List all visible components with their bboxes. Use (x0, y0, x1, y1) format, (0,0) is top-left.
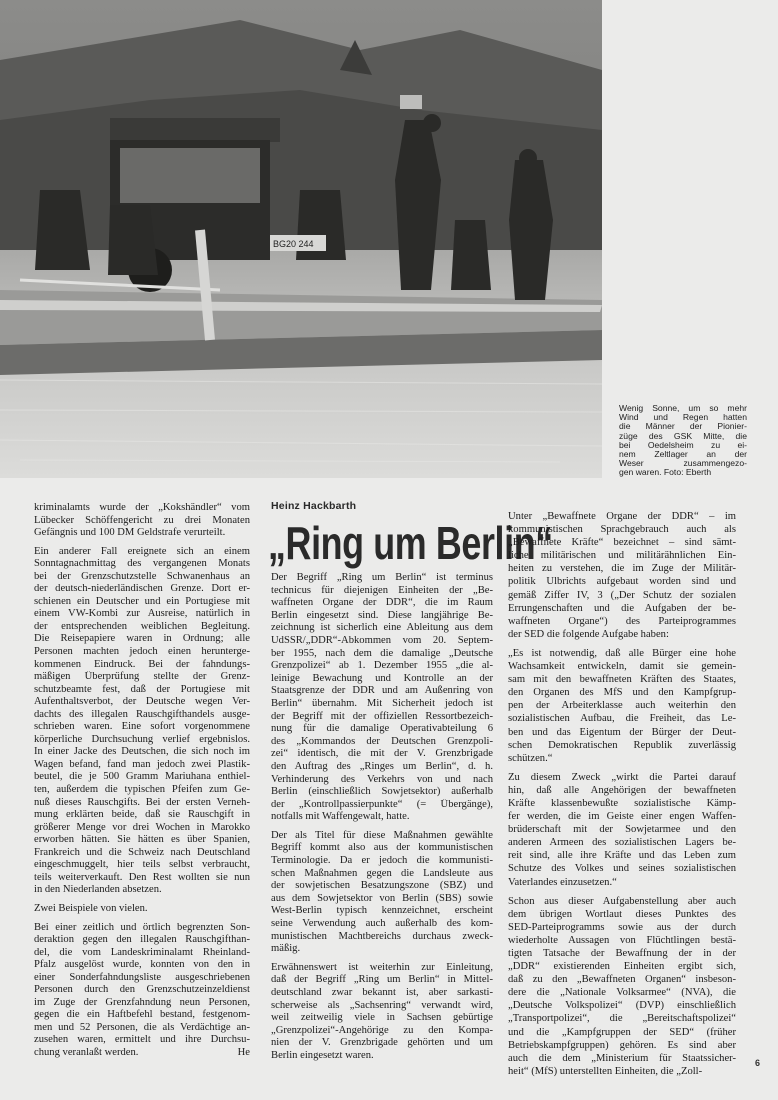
text-line: reit sind, alle ihre Kräfte und das Leben zum (508, 850, 736, 862)
caption-line: Wind und Regen hatten (619, 412, 747, 423)
text-line: Der als Titel für diese Maßnahmen gewählte (271, 829, 493, 841)
paragraph (34, 502, 250, 540)
author-byline: Heinz Hackbarth (271, 500, 357, 512)
text-line: Unter „Bewaffnete Organe der DDR“ – im (508, 511, 736, 522)
text-line: mäßigen Überprüfung stellte der Grenz- (34, 671, 250, 683)
text-line: deraktion gegen den illegalen Rauschgifthan- (34, 934, 250, 946)
text-line: Begriff kommt also aus der kommunistischen (271, 842, 493, 854)
text-line: deutschland zwar bekannt ist, aber sarkasti- (271, 987, 493, 998)
text-line: politik Ulbrichts aufgebaut worden sind und (508, 576, 736, 588)
article-title: „Ring um Berlin“ (268, 517, 553, 569)
caption-line: gen waren. Foto: Eberth (619, 467, 712, 478)
text-line: aus dem Sowjetsektor von Berlin (SBS) sowie (271, 892, 493, 904)
text-line: zeichnung ist sicherlich eine Ableitung aus dem (271, 622, 493, 634)
text-line: einem VW-Kombi zur Ausreise, natürlich in (34, 608, 250, 620)
text-line: in den Niederlanden absetzen. (34, 884, 162, 896)
text-line: Bei einer zeitlich und örtlich begrenzten Son- (34, 921, 250, 933)
text-line: Gefängnis und 100 DM Geldstrafe verurteilt. (34, 527, 226, 539)
text-line: nien der V. Grenzbrigade gehörten und um (271, 1037, 493, 1049)
text-line: scherweise als „Sachsenring“ verwandt wird, (271, 999, 493, 1011)
paragraph (34, 922, 250, 1060)
text-line: Aufenthaltsverbot, der Deutsche wegen Ver- (34, 696, 250, 708)
text-line: Zwei Beispiele von vielen. (34, 902, 148, 914)
paragraph (271, 962, 493, 1063)
page-number: 6 (755, 1058, 761, 1068)
text-line: ber 1955, nach dem die damalige „Deutsche (271, 647, 493, 659)
text-line: der Begriff mit der offiziellen Ressortbezeich- (271, 710, 493, 722)
text-line: Pfalz ausgelöst wurde, konnten von den in (34, 959, 250, 971)
text-line: del, die vom Landeskriminalamt Rheinland- (34, 946, 250, 958)
text-line: schützen.“ (508, 752, 553, 764)
text-line: kriminalamts wurde der „Kokshändler“ vom (34, 502, 250, 513)
text-line: dem übrigen Wortlaut dieses Punktes des (508, 908, 736, 920)
text-line: mäßig. (271, 943, 301, 955)
text-line: zei“ identisch, die mit der V. Grenzbrigade (271, 748, 493, 760)
text-line: erworben hätten. Sie hätten es über Spanien, (34, 834, 250, 846)
text-line: Verhinderung des Verkehrs von und nach (271, 773, 493, 785)
text-line: liche militärischen und militärähnlichen Ein- (508, 550, 736, 562)
text-line: schienen ein Deutscher und ein Portugiese mit (34, 595, 250, 607)
text-line: Berlin“ übernahm. Mit Sicherheit jedoch ist (271, 697, 493, 709)
text-line: Terminologie. Da er jedoch die kommunisti- (271, 855, 493, 867)
paragraph (508, 771, 736, 889)
text-line: In einer Jacke des Deutschen, die sich noch im (34, 746, 250, 758)
text-line: eingeschmuggelt, hier teils selbst verbraucht, (34, 859, 250, 871)
caption-line: Wenig Sonne, um so mehr (619, 403, 747, 413)
paragraph (508, 510, 736, 641)
article-column-2 (271, 572, 493, 1069)
author-initials: He (237, 1046, 250, 1058)
text-line: schutzbeamte fest, daß der Portugiese mit (34, 683, 250, 695)
text-line: leinige Bewachung und Kontrolle an der (271, 672, 493, 684)
text-line: Grenzpolizei“ ab 1. Dezember 1955 „die al- (271, 660, 493, 672)
paragraph (508, 647, 736, 765)
text-line: mung erklärten beide, daß sie Rauschgift in (34, 809, 250, 821)
text-line: der sowjetischen Besatzungszone (SBZ) und (271, 880, 493, 892)
text-line: teils weiterverkauft. Den Rest wollten sie nun (34, 871, 250, 883)
text-line: einer Sonderfahndungsliste ausgeschriebenen (34, 971, 250, 983)
text-line: Schon aus dieser Aufgabenstellung aber auch (508, 895, 736, 907)
text-line: seine Verwendung auch außerhalb des kom- (271, 918, 493, 930)
article-column-3 (508, 510, 736, 1084)
text-line: den Auftrag des „Ringes um Berlin“, d. h. (271, 760, 493, 772)
text-line: heit“ (MfS) unterstellten Einheiten, die „Zoll- (508, 1065, 703, 1077)
text-line: anderen Armeen des sozialistischen Lagers be- (508, 837, 736, 849)
text-line: gegen die ein Haftbefehl bestand, festgenom- (34, 1009, 250, 1021)
text-line: ben und das Eigentum der Bürger der Deut- (508, 726, 736, 738)
text-line: „Grenzpolizei“-Angehörige zu den Kompa- (271, 1024, 493, 1036)
text-line: Der Begriff „Ring um Berlin“ ist terminus (271, 572, 493, 583)
article-left-column (34, 502, 250, 1066)
text-line: munistischen Machtbereichs durchaus zweck- (271, 930, 493, 942)
text-line: waffneten Organe“) des Parteiprogrammes (508, 615, 736, 627)
text-line: der deutsch-niederländischen Grenze. Dort er- (34, 583, 250, 595)
text-line: kommenen Eindruck. Bei der fahndungs- (34, 658, 250, 670)
text-line: „Deutsche Volkspolizei“ (DVP) einschließlich (508, 1000, 736, 1012)
text-line: Errungenschaften und die Aufgaben der be- (508, 602, 736, 614)
text-line: nuß dieses Rauschgifts. Bei der ersten Verneh- (34, 796, 250, 808)
text-line: weil zeitweilig viele in Sachsen gebürtige (271, 1012, 493, 1024)
text-line: dere die „Nationale Volksarmee“ (NVA), die (508, 987, 736, 999)
text-line: daß der Begriff „Ring um Berlin“ in Mittel- (271, 974, 493, 986)
text-line: Sonntagnachmittag des vergangenen Monats (34, 558, 250, 570)
caption-line: züge des GSK Mitte, die (619, 430, 747, 441)
text-line: gemäß Ziffer IV, 3 („Der Schutz der sozialen (508, 589, 736, 601)
text-line: größerer Menge vor drei Wochen in Marokko (34, 821, 250, 833)
text-line: Personen durch den Grenzschutzeinzeldienst (34, 984, 250, 996)
text-line: „Bewaffnete Kräfte“ bezeichnet – sind sämt- (508, 537, 736, 549)
caption-line: Weser zusammengezo- (619, 458, 747, 469)
text-line: Personen machten jedoch einen herunterge- (34, 646, 250, 658)
text-line: sozialistischen Aufbau, die Freiheit, das Le- (508, 713, 736, 725)
text-line: tigten Tatsache der Bewaffnung der in der (508, 948, 736, 959)
text-line: chung veranlaßt werden. He (34, 1046, 250, 1058)
text-line: West-Berlin typisch kennzeichnet, erscheint (271, 905, 493, 917)
text-line: des „Kommandos der Deutschen Grenzpoli- (271, 735, 493, 747)
text-line: Frankreich und die Schweiz nach Deutschland (34, 846, 250, 858)
text-line: nung für die damalige Operativabteilung 6 (271, 723, 493, 735)
text-line: daß zu den „Bewaffneten Organen“ insbeson- (508, 974, 736, 986)
text-line: Zu diesem Zweck „wirkt die Partei darauf (508, 771, 736, 783)
photo-ferry-pioneers (0, 0, 602, 478)
paragraph (271, 830, 493, 956)
text-line: technicus für diejenigen Einheiten der „Be- (271, 584, 493, 596)
text-line: waffneten Organe der DDR“, die im Raum (271, 597, 493, 609)
text-line: Die Reisepapiere waren in Ordnung; alle (34, 633, 250, 645)
text-line: Vaterlandes einzusetzen.“ (508, 876, 617, 888)
paragraph (34, 903, 250, 916)
photo-caption (619, 404, 747, 478)
caption-line: die Männer der Pionier- (619, 421, 747, 432)
text-line: Lübecker Schöffengericht zu drei Monaten (34, 514, 250, 526)
text-line: Erwähnenswert ist weiterhin zur Einleitung, (271, 961, 493, 973)
text-line: Betriebskampfgruppen) gehören. Es sind aber (508, 1039, 736, 1051)
paragraph (34, 546, 250, 897)
text-line: wiederholte Aussagen von Flüchtlingen bestä- (508, 934, 736, 946)
text-line: bei der Grenzschutzstelle Schwanenhaus an (34, 570, 250, 582)
text-line: sam mit den bewaffneten Kräften des Staates, (508, 674, 736, 686)
caption-line: nem Zeltlager an der (619, 449, 747, 460)
text-line: Ein anderer Fall ereignete sich an einem (34, 545, 250, 557)
caption-line: bei Oedelsheim zu ei- (619, 439, 747, 450)
text-line: hin, daß alle Angehörigen der bewaffneten (508, 784, 736, 796)
text-line: Wachsamkeit entwickeln, damit sie gemein- (508, 661, 736, 673)
text-line: heiten zu verstehen, die im Zuge der Militär- (508, 563, 736, 575)
text-line: „Es ist notwendig, daß alle Bürger eine hohe (508, 647, 736, 659)
text-line: SED-Parteiprogramms sowie aus der durch (508, 921, 736, 933)
text-line: notfalls mit Waffengewalt, hatte. (271, 811, 410, 823)
text-line: den Organen des MfS und den Kampfgrup- (508, 687, 736, 699)
text-line: Wagen befand, fand man jedoch zwei Plastik- (34, 758, 250, 770)
text-line: schrieben waren. Eine sofort vorgenommene (34, 721, 250, 733)
text-line: Schutze des Volkes und seines sozialistischen (508, 863, 736, 875)
text-line: der „Kontrollpassierpunkte“ (= Übergänge), (271, 798, 493, 810)
paragraph (508, 895, 736, 1078)
text-line: im Zuge der Grenzfahndung neun Personen, (34, 996, 250, 1008)
text-line: beutel, die je 500 Gramm Mariuhana enthiel- (34, 771, 250, 783)
text-line: „DDR“ existierenden Einheiten ergibt sich, (508, 961, 736, 973)
text-line: UdSSR/„DDR“-Abkommen vom 20. Septem- (271, 634, 493, 646)
text-line: körperliche Durchsuchung verlief ergebnislos. (34, 733, 250, 745)
text-line: und die „Kampfgruppen der SED“ (früher (508, 1026, 736, 1038)
text-line: schen Maßnahmen gegen die Landsleute aus (271, 867, 493, 879)
text-line: zusehen waren, ermittelt und ihre Durchsu- (34, 1034, 250, 1046)
text-line: Staatsgrenze der DDR und am Außenring von (271, 685, 493, 697)
text-line: der SED die folgende Aufgabe haben: (508, 628, 669, 640)
paragraph (271, 572, 493, 824)
text-line: pen der Arbeiterklasse auch weiterhin den (508, 700, 736, 712)
text-line: der entsprechenden weiblichen Begleitung. (34, 620, 250, 632)
text-line: „Transportpolizei“, die „Bereitschaftspolizei“ (508, 1013, 736, 1025)
text-line: men und 52 Personen, die als Verdächtige an- (34, 1021, 250, 1033)
text-line: auch die dem „Ministerium für Staatssicher- (508, 1052, 736, 1064)
text-line: Berlin eingesetzt waren. (271, 1049, 374, 1061)
text-line: brüderschaft mit der Sowjetarmee und den (508, 824, 736, 836)
text-line: Berlin eingesetzt sind. Diese langjährige Be- (271, 609, 493, 621)
text-line: fer werden, die im Geiste einer engen Waffen- (508, 811, 736, 823)
text-line: schen Demokratischen Republik zuverlässig (508, 739, 736, 751)
text-line: Kräfte klassenbewußte sozialistische Kämp- (508, 797, 736, 809)
text-line: kommunistischen Sprachgebrauch auch als (508, 524, 736, 536)
license-plate: BG20 244 (273, 239, 314, 249)
text-line: Berlin (einschließlich Sowjetsektor) außerhalb (271, 786, 493, 798)
text-line: ten, außerdem die typischen Pfeifen zum Ge- (34, 784, 250, 796)
text-line: dachts des illegalen Rauschgifthandels ausge- (34, 708, 250, 720)
